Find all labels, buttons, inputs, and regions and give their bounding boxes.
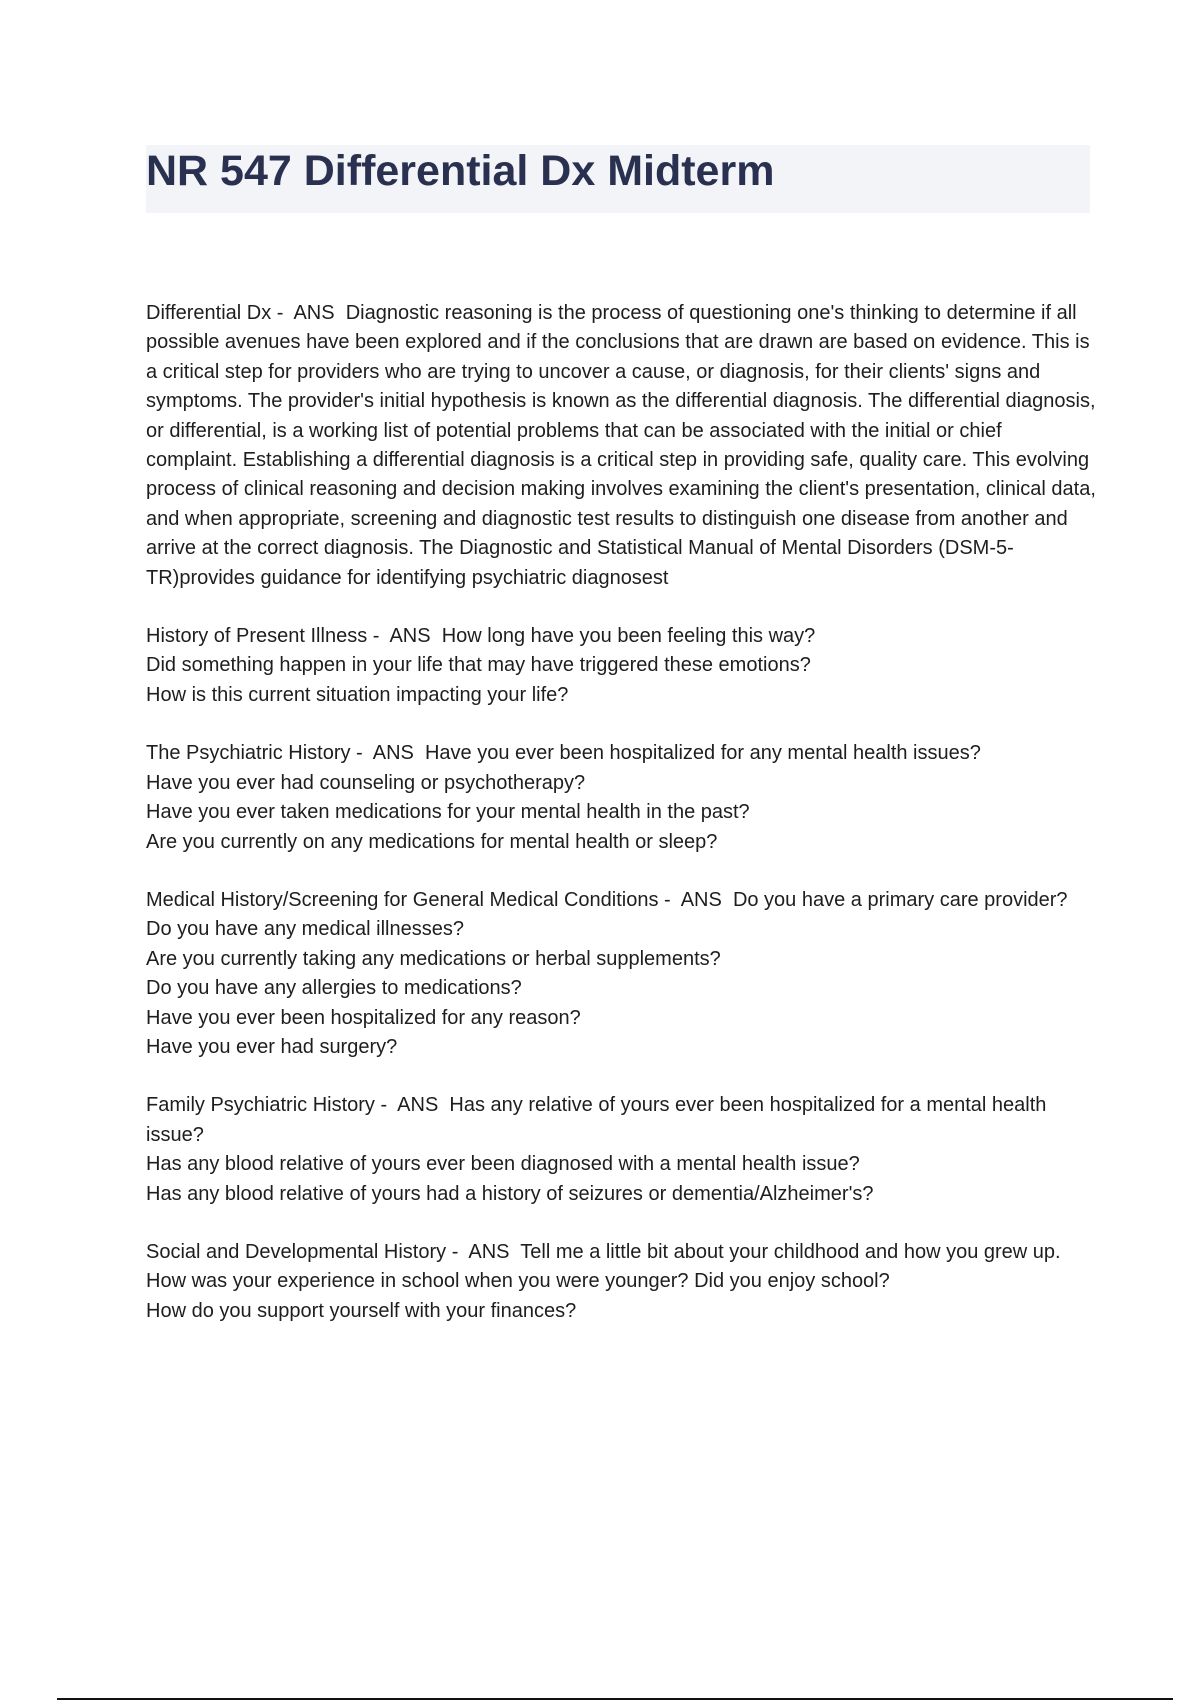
entry-term: Medical History/Screening for General Medical Conditions: [146, 888, 659, 911]
qa-entry: [146, 622, 1096, 710]
term-separator: -: [446, 1240, 469, 1263]
answer-line: How long have you been feeling this way?: [441, 625, 816, 648]
answer-marker: ANS: [468, 1240, 510, 1263]
qa-entry: [146, 299, 1096, 593]
entry-term: The Psychiatric History: [146, 742, 351, 765]
qa-entry: [146, 1091, 1096, 1209]
qa-first-line: [146, 1238, 1096, 1267]
answer-line: Has any blood relative of yours ever been diagnosed with a mental health issue?: [146, 1153, 860, 1176]
qa-first-line: [146, 622, 1096, 651]
answer-line: Has any relative of yours ever been hospitalized for a mental health issue?: [146, 1094, 1047, 1146]
answer-line: Have you ever taken medications for your mental health in the past?: [146, 801, 750, 824]
answer-line: Do you have any medical illnesses?: [146, 918, 464, 941]
qa-first-line: [146, 886, 1096, 915]
entry-term: Family Psychiatric History: [146, 1094, 375, 1117]
qa-entry: [146, 739, 1096, 857]
answer-line: Tell me a little bit about your childhood and how you grew up.: [520, 1240, 1061, 1263]
answer-line: Have you ever been hospitalized for any mental health issues?: [424, 742, 981, 765]
answer-line: Are you currently on any medications for mental health or sleep?: [146, 830, 718, 853]
answer-marker: ANS: [389, 625, 431, 648]
answer-line: Do you have any allergies to medications?: [146, 977, 522, 1000]
term-separator: -: [271, 302, 294, 324]
answer-line: Do you have a primary care provider?: [732, 888, 1068, 911]
entry-term: History of Present Illness: [146, 625, 368, 648]
entry-term: Differential Dx: [146, 302, 272, 324]
answer-marker: ANS: [397, 1094, 439, 1117]
qa-entry: [146, 1238, 1096, 1326]
answer-line: How is this current situation impacting your life?: [146, 683, 569, 706]
answer-line: Have you ever had counseling or psychotherapy?: [146, 771, 586, 794]
qa-entry: [146, 886, 1096, 1062]
term-separator: -: [374, 1094, 398, 1117]
answer-line: Has any blood relative of yours had a history of seizures or dementia/Alzheimer's?: [146, 1182, 874, 1205]
qa-first-line: [146, 299, 1096, 593]
answer-marker: ANS: [680, 888, 722, 911]
answer-line: Did something happen in your life that may have triggered these emotions?: [146, 654, 811, 677]
term-separator: -: [367, 625, 390, 648]
answer-line: How do you support yourself with your finances?: [146, 1299, 577, 1322]
qa-first-line: [146, 1091, 1096, 1150]
answer-marker: ANS: [293, 302, 335, 324]
answer-line: Have you ever been hospitalized for any reason?: [146, 1006, 581, 1029]
page-title: NR 547 Differential Dx Midterm: [146, 147, 775, 195]
term-separator: -: [658, 888, 681, 911]
qa-first-line: [146, 739, 1096, 768]
answer-line: Are you currently taking any medications or herbal supplements?: [146, 947, 721, 970]
answer-line: How was your experience in school when you were younger? Did you enjoy school?: [146, 1270, 890, 1293]
document-body: [146, 299, 1096, 1355]
entry-term: Social and Developmental History: [146, 1240, 447, 1263]
answer-line: Diagnostic reasoning is the process of questioning one's thinking to determine if all possible avenues have been explored and if the conclusions that are drawn are based on evidence. This is a critical step for providers who are trying to uncover a cause, or diagnosis, for their clients' signs and symptoms. The provider's initial hypothesis is known as the differential diagnosis. The differential diagnosis, or differential, is a working list of potential problems that can be associated with the initial or chief complaint. Establishing a differential diagnosis is a critical step in providing safe, quality care. This evolving process of clinical reasoning and decision making involves examining the client's presentation, clinical data, and when appropriate, screening and diagnostic test results to distinguish one disease from another and arrive at the correct diagnosis. The Diagnostic and Statistical Manual of Mental Disorders (DSM-5-TR)provides guidance for identifying psychiatric diagnosest: [146, 302, 1096, 589]
answer-marker: ANS: [372, 742, 414, 765]
answer-line: Have you ever had surgery?: [146, 1035, 398, 1058]
term-separator: -: [350, 742, 373, 765]
